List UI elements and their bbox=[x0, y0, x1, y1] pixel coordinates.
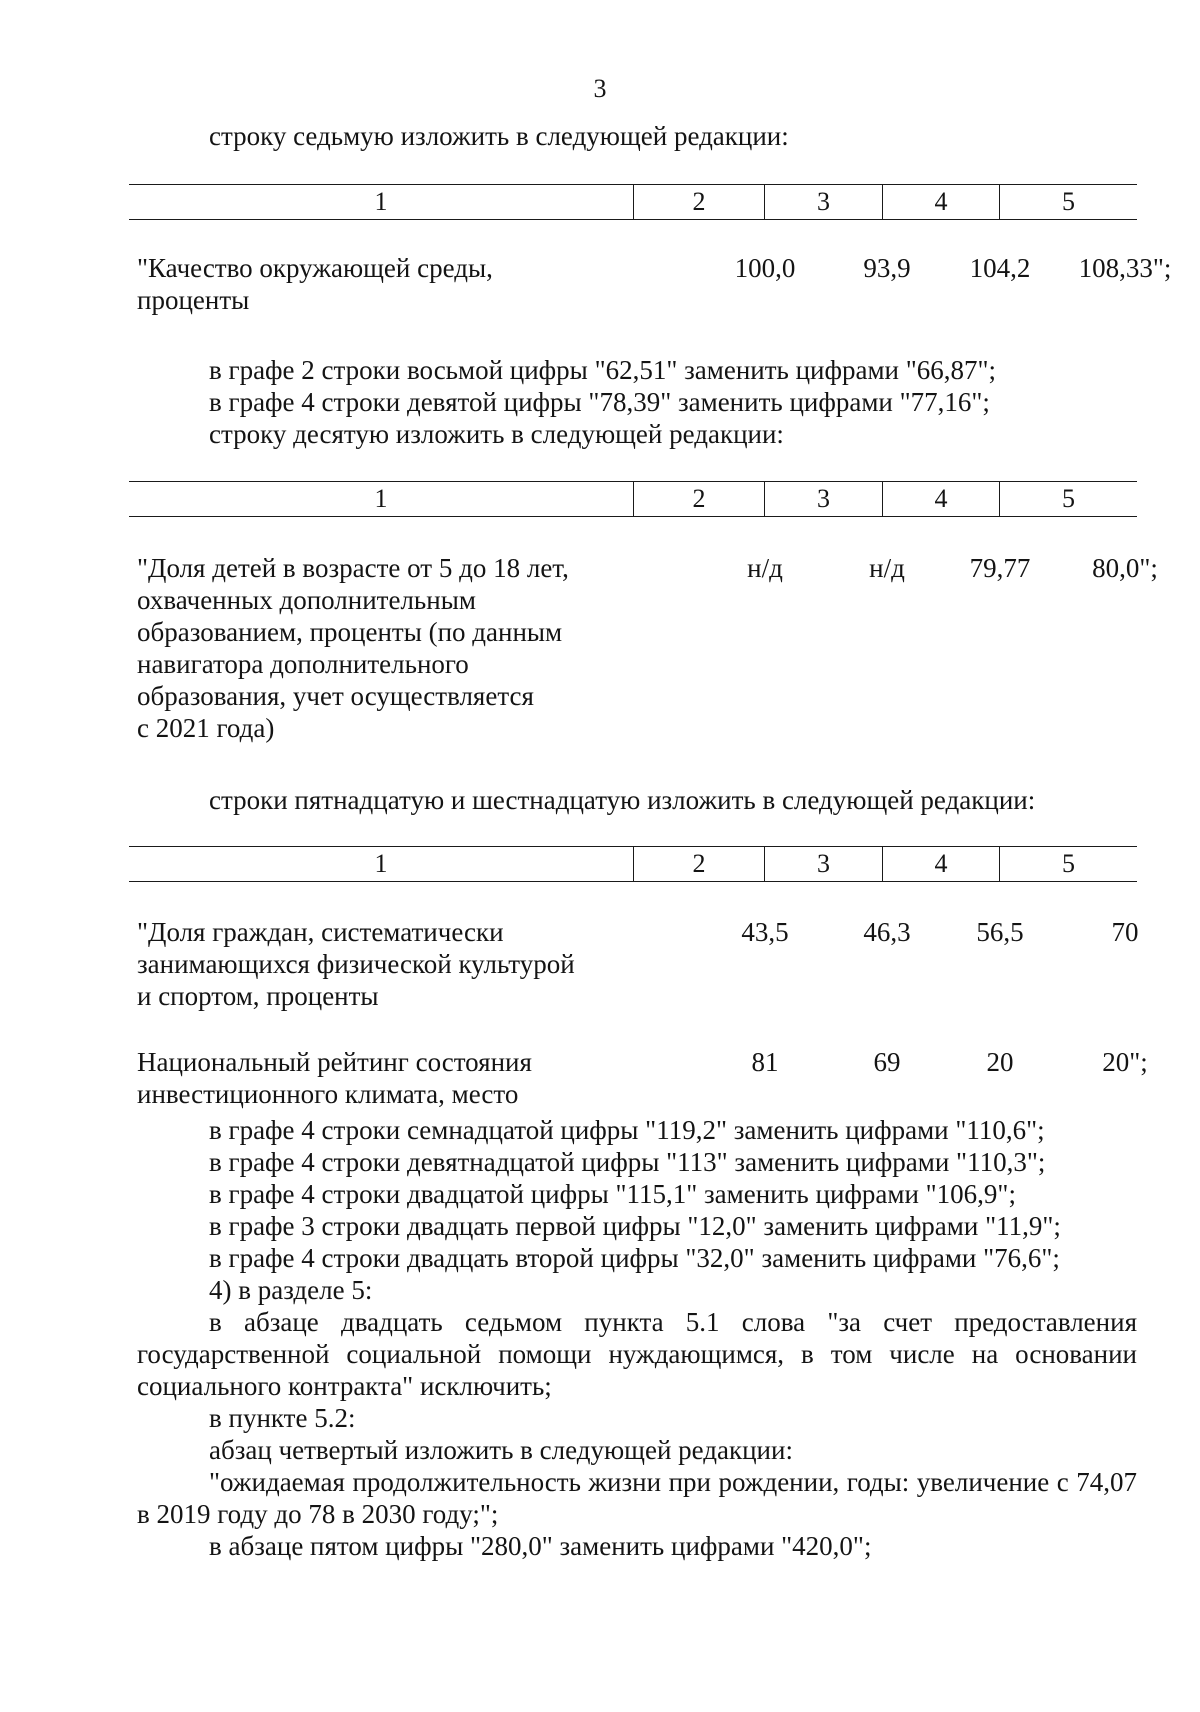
row-indicator-name: "Доля граждан, систематически занимающихся физической культурой и спортом, проценты bbox=[137, 917, 575, 1011]
row-indicator-name: "Доля детей в возрасте от 5 до 18 лет, охваченных дополнительным образованием, проценты (по данным навигатора дополнительного образования, учет осуществляется с 2021 года) bbox=[137, 553, 569, 743]
paragraph-5-1: в абзаце двадцать седьмом пункта 5.1 слова "за счет предоставления государственной социальной помощи нуждающимся, в том числе на основании социального контракта" исключить; bbox=[137, 1307, 1137, 1401]
column-header-1: 1 bbox=[374, 484, 388, 513]
paragraph-4-intro: абзац четвертый изложить в следующей редакции: bbox=[209, 1435, 793, 1465]
column-header-3: 3 bbox=[764, 847, 882, 881]
column-header-1: 1 bbox=[374, 187, 388, 216]
instruction-line: в графе 3 строки двадцать первой цифры "12,0" заменить цифрами "11,9"; bbox=[209, 1211, 1061, 1241]
instruction-row-7: строку седьмую изложить в следующей редакции: bbox=[209, 121, 789, 151]
table-header bbox=[129, 846, 1137, 882]
instruction-line: в графе 2 строки восьмой цифры "62,51" заменить цифрами "66,87"; bbox=[209, 355, 997, 385]
point-5-2: в пункте 5.2: bbox=[209, 1403, 356, 1433]
column-header-4: 4 bbox=[882, 185, 999, 219]
row-indicator-name: "Качество окружающей среды, проценты bbox=[137, 253, 493, 315]
column-header-1: 1 bbox=[374, 849, 388, 878]
row-value-col3: 69 bbox=[873, 1047, 901, 1077]
table-header bbox=[129, 184, 1137, 220]
page-number: 3 bbox=[593, 74, 607, 103]
row-value-col4: 104,2 bbox=[969, 253, 1031, 283]
instruction-line: в графе 4 строки семнадцатой цифры "119,2" заменить цифрами "110,6"; bbox=[209, 1115, 1045, 1145]
column-header-5: 5 bbox=[999, 482, 1137, 516]
row-value-col4: 79,77 bbox=[969, 553, 1031, 583]
row-value-col2: 100,0 bbox=[734, 253, 796, 283]
row-value-col5: 80,0"; bbox=[1092, 553, 1158, 583]
section-heading: 4) в разделе 5: bbox=[209, 1275, 373, 1305]
row-value-col3: 93,9 bbox=[863, 253, 911, 283]
paragraph-4-text: "ожидаемая продолжительность жизни при рождении, годы: увеличение с 74,07 в 2019 году до 78 в 2030 году;"; bbox=[137, 1467, 1137, 1529]
instruction-rows-15-16: строки пятнадцатую и шестнадцатую изложить в следующей редакции: bbox=[209, 785, 1036, 815]
row-value-col2: н/д bbox=[747, 553, 783, 583]
column-header-3: 3 bbox=[764, 482, 882, 516]
row-value-col2: 81 bbox=[751, 1047, 779, 1077]
row-value-col5: 108,33"; bbox=[1078, 253, 1172, 283]
row-value-col4: 20 bbox=[986, 1047, 1014, 1077]
instruction-line: в графе 4 строки девятой цифры "78,39" заменить цифрами "77,16"; bbox=[209, 387, 990, 417]
row-value-col4: 56,5 bbox=[976, 917, 1024, 947]
column-header-5: 5 bbox=[999, 185, 1137, 219]
column-header-2: 2 bbox=[633, 185, 764, 219]
row-value-col3: н/д bbox=[869, 553, 905, 583]
row-indicator-name: Национальный рейтинг состояния инвестиционного климата, место bbox=[137, 1047, 532, 1109]
column-header-3: 3 bbox=[764, 185, 882, 219]
row-value-col3: 46,3 bbox=[863, 917, 911, 947]
instruction-line: в графе 4 строки девятнадцатой цифры "113" заменить цифрами "110,3"; bbox=[209, 1147, 1046, 1177]
instruction-line: строку десятую изложить в следующей редакции: bbox=[209, 419, 784, 449]
instruction-line: в графе 4 строки двадцать второй цифры "32,0" заменить цифрами "76,6"; bbox=[209, 1243, 1060, 1273]
table-header bbox=[129, 481, 1137, 517]
column-header-2: 2 bbox=[633, 482, 764, 516]
paragraph-5-change: в абзаце пятом цифры "280,0" заменить цифрами "420,0"; bbox=[209, 1531, 872, 1561]
instruction-line: в графе 4 строки двадцатой цифры "115,1" заменить цифрами "106,9"; bbox=[209, 1179, 1016, 1209]
row-value-col5: 20"; bbox=[1102, 1047, 1148, 1077]
column-header-4: 4 bbox=[882, 482, 999, 516]
row-value-col2: 43,5 bbox=[741, 917, 789, 947]
column-header-5: 5 bbox=[999, 847, 1137, 881]
row-value-col5: 70 bbox=[1111, 917, 1139, 947]
column-header-4: 4 bbox=[882, 847, 999, 881]
column-header-2: 2 bbox=[633, 847, 764, 881]
